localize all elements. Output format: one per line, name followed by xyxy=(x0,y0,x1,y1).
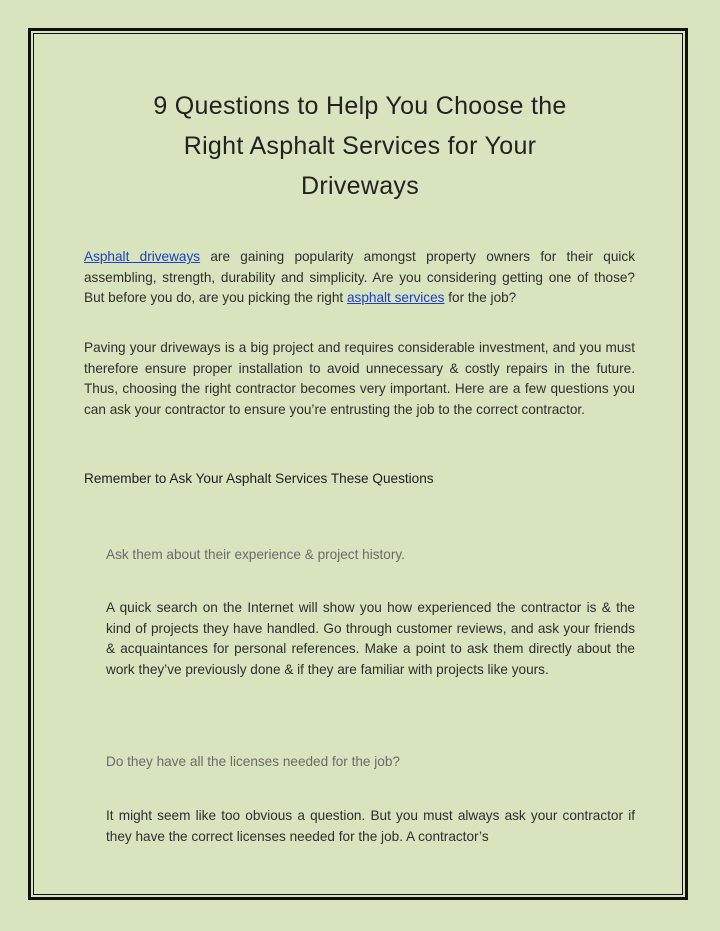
title-line-1: 9 Questions to Help You Choose the xyxy=(153,92,567,120)
section-heading: Remember to Ask Your Asphalt Services These Questions xyxy=(84,471,434,486)
intro-text-1: are gaining popularity amongst property owners for their quick assembling, strength, durability and simplicity. Are you considering getting one of those? But before you do, are you picking the right xyxy=(84,249,635,305)
question-2: Do they have all the licenses needed for the job? xyxy=(106,754,400,769)
document-title xyxy=(84,86,636,206)
asphalt-services-link[interactable]: asphalt services xyxy=(346,290,445,305)
paving-paragraph: Paving your driveways is a big project and requires considerable investment, and you must therefore ensure proper installation to avoid unnecessary & costly repairs in the future. Thus, choosing the right contractor becomes very important. Here are a few questions you can ask your contractor to ensure you’re entrusting the job to the correct contractor. xyxy=(84,340,635,417)
title-line-2: Right Asphalt Services for Your xyxy=(183,132,537,160)
answer-1: A quick search on the Internet will show you how experienced the contractor is & the kind of projects they have handled. Go through customer reviews, and ask your friends & acquaintances for personal references. Make a point to ask them directly about the work they’ve previously done & if they are familiar with projects like yours. xyxy=(106,600,635,677)
answer-2: It might seem like too obvious a question. But you must always ask your contractor if they have the correct licenses needed for the job. A contractor’s xyxy=(106,808,635,844)
question-1: Ask them about their experience & project history. xyxy=(106,547,405,562)
intro-paragraph xyxy=(84,247,635,309)
asphalt-driveways-link[interactable]: Asphalt driveways xyxy=(84,249,201,264)
title-line-3: Driveways xyxy=(301,172,419,200)
intro-text-2: for the job? xyxy=(444,290,517,305)
